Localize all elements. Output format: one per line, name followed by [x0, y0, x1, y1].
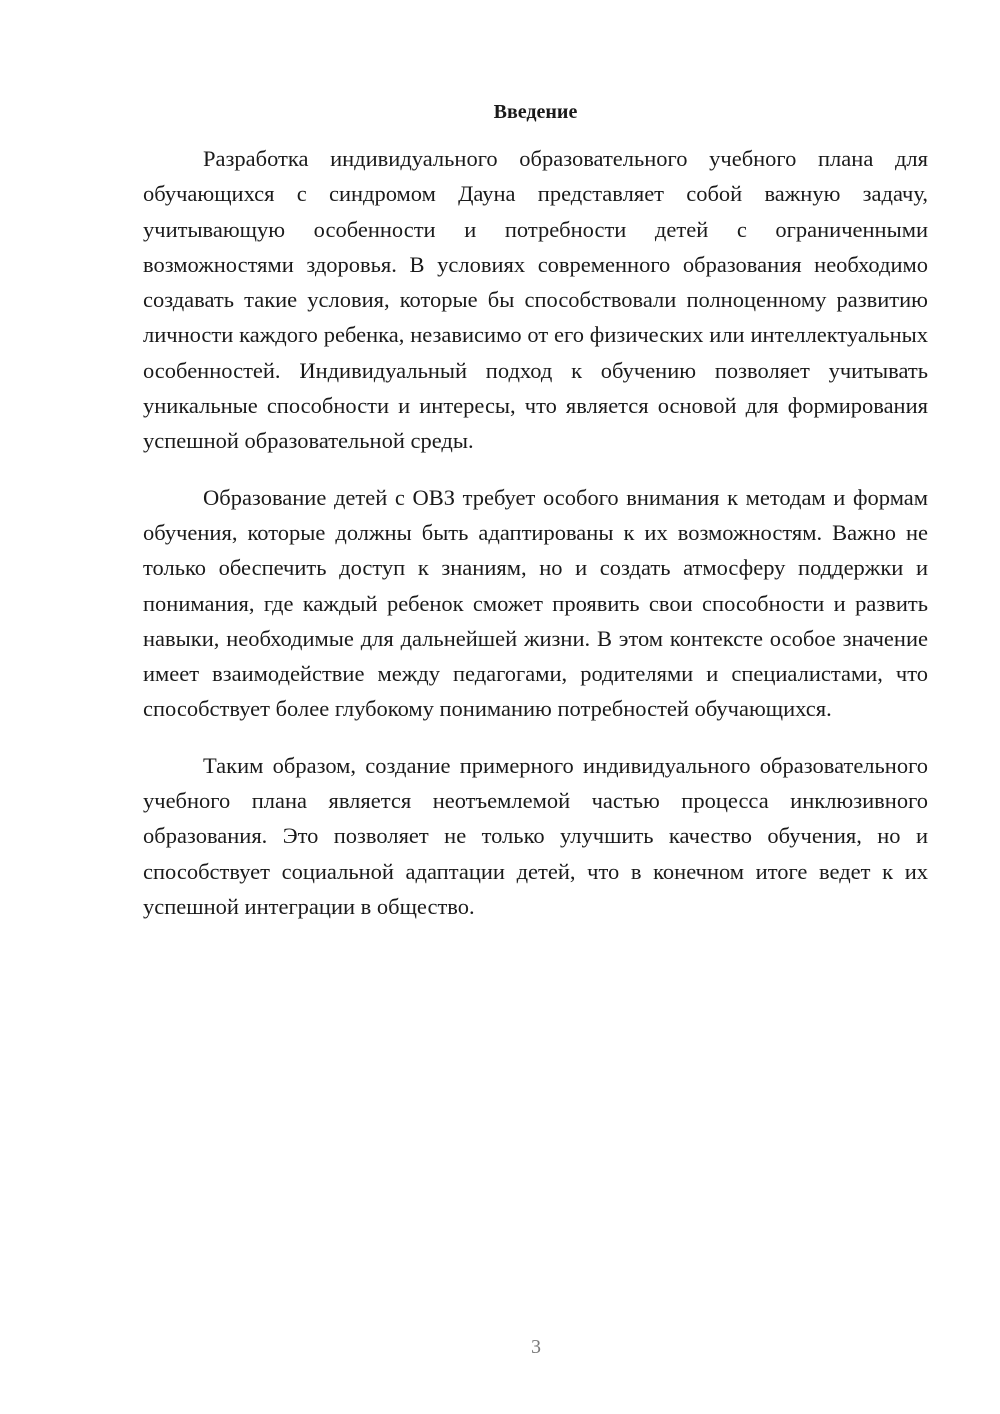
paragraph-3: Таким образом, создание примерного индивидуального образовательного учебного плана является неотъемлемой частью процесса инклюзивного образования. Это позволяет не только улучшить качество обучения, но и способствует социальной адаптации детей, что в конечном итоге ведет к их успешной интеграции в общество.	[143, 752, 928, 919]
body-text	[143, 141, 928, 945]
paragraph-1: Разработка индивидуального образовательного учебного плана для обучающихся с синдромом Дауна представляет собой важную задачу, учитывающую особенности и потребности детей с ограниченными возможностями здоровья. В условиях современного образования необходимо создавать такие условия, которые бы способствовали полноценному развитию личности каждого ребенка, независимо от его физических или интеллектуальных особенностей. Индивидуальный подход к обучению позволяет учитывать уникальные способности и интересы, что является основой для формирования успешной образовательной среды.	[143, 146, 928, 454]
page-number: 3	[531, 1336, 541, 1358]
paragraph-2: Образование детей с ОВЗ требует особого внимания к методам и формам обучения, которые должны быть адаптированы к их возможностям. Важно не только обеспечить доступ к знаниям, но и создать атмосферу поддержки и понимания, где каждый ребенок сможет проявить свои способности и развить навыки, необходимые для дальнейшей жизни. В этом контексте особое значение имеет взаимодействие между педагогами, родителями и специалистами, что способствует более глубокому пониманию потребностей обучающихся.	[143, 484, 928, 722]
section-heading: Введение	[493, 101, 578, 123]
